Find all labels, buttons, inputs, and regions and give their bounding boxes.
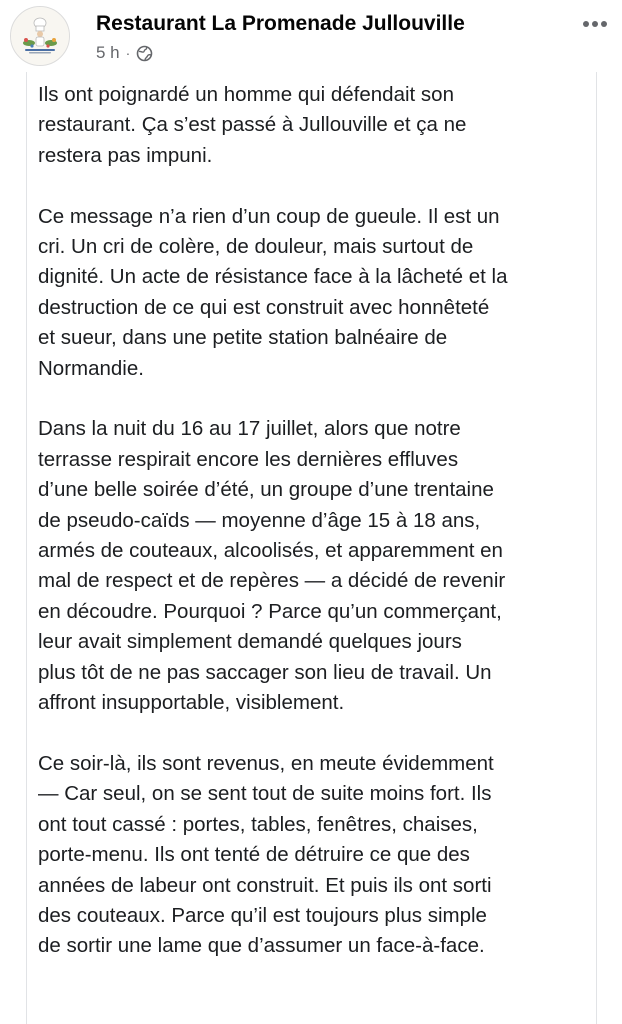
post-paragraph: Dans la nuit du 16 au 17 juillet, alors que notre terrasse respirait encore les dernières effluves d’une belle soirée d’été, un groupe d’une trentaine de pseudo-caïds — moyenne d’âge 15 à 18 ans, armés de couteaux, alcoolisés, et apparemment en mal de respect et de repères — a décidé de revenir en découdre. Pourquoi ? Parce qu’un commerçant, leur avait simplement demandé quelques jours plus tôt de ne pas saccager son lieu de travail. Un affront insupportable, visiblement. [38,417,506,715]
post-meta [96,43,153,63]
page-name[interactable]: Restaurant La Promenade Jullouville [96,12,465,35]
avatar[interactable] [10,6,70,66]
post-body [38,80,594,992]
timestamp[interactable]: 5 h [96,43,120,62]
restaurant-logo-icon [11,7,69,65]
more-dots-icon[interactable] [580,10,610,38]
post-paragraph: Ce message n’a rien d’un coup de gueule. Il est un cri. Un cri de colère, de douleur, mais surtout de dignité. Un acte de résistance face à la lâcheté et la destruction de ce qui est construit avec honnêteté et sueur, dans une petite station balnéaire de Normandie. [38,204,508,380]
post-header [0,0,622,72]
globe-icon[interactable] [136,45,153,62]
frame-left-border [26,72,27,1024]
meta-separator: · [125,45,131,61]
frame-right-border [596,72,597,1024]
post-paragraph: Ils ont poignardé un homme qui défendait son restaurant. Ça s’est passé à Jullouville et ça ne restera pas impuni. [38,83,467,167]
post-paragraph: Ce soir-là, ils sont revenus, en meute évidemment — Car seul, on se sent tout de suite moins fort. Ils ont tout cassé : portes, tables, fenêtres, chaises, porte-menu. Ils ont tenté de détruire ce que des années de labeur ont construit. Et puis ils ont sorti des couteaux. Parce qu’il est toujours plus simple de sortir une lame que d’assumer un face-à-face. [38,751,494,958]
